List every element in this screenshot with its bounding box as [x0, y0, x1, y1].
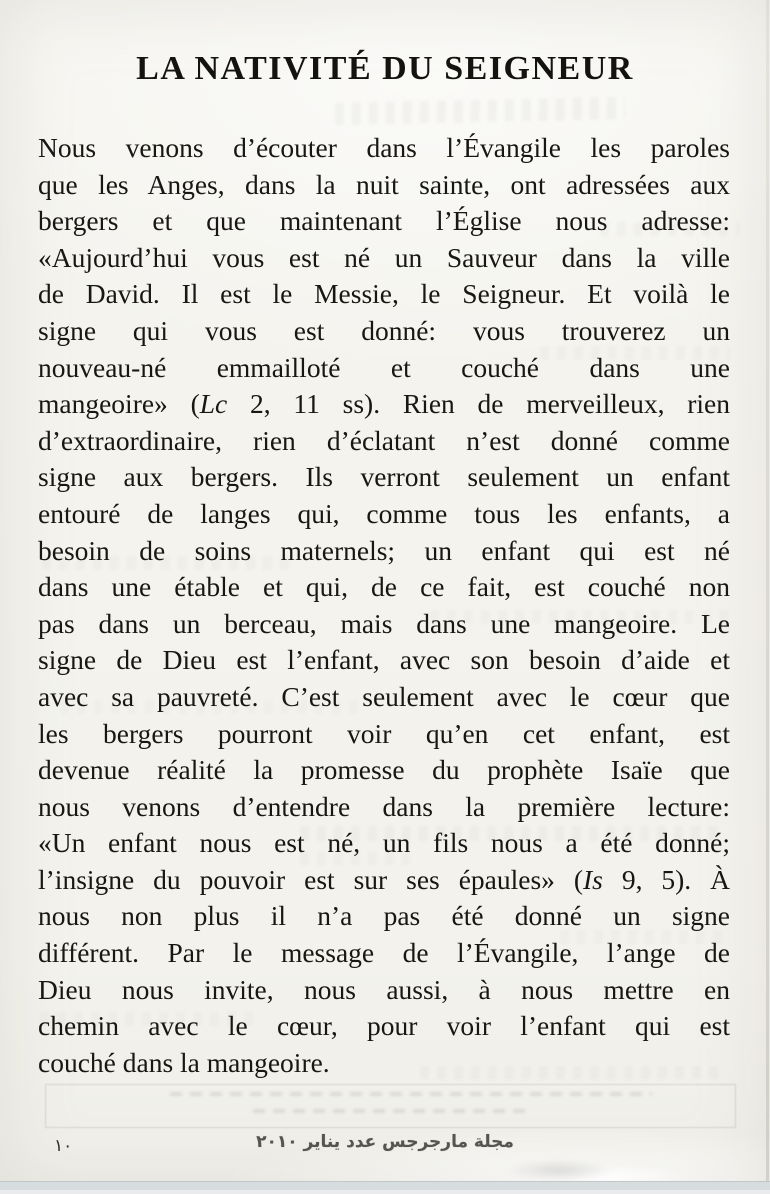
article-body — [38, 130, 730, 1081]
text-line: pas dans un berceau, mais dans une mangeoire. Le — [38, 607, 730, 639]
text-line: devenue réalité la promesse du prophète Isaïe que — [38, 754, 730, 786]
journal-imprint: مجلة مارجرجس عدد يناير ٢٠١٠ — [256, 1132, 514, 1152]
text-line: les bergers pourront voir qu’en cet enfant, est — [38, 717, 730, 749]
text-line: entouré de langes qui, comme tous les enfants, a — [38, 497, 730, 529]
text-line: de David. Il est le Messie, le Seigneur. Et voilà le — [38, 278, 730, 310]
text-line: différent. Par le message de l’Évangile, l’ange de — [38, 937, 730, 969]
text-line: nous venons d’entendre dans la première lecture: — [38, 790, 730, 822]
text-line: signe qui vous est donné: vous trouverez un — [38, 314, 730, 346]
scanner-background-strip — [0, 1181, 770, 1190]
scan-edge — [766, 0, 769, 1182]
text-line: nous non plus il n’a pas été donné un signe — [38, 900, 730, 932]
text-line: couché dans la mangeoire. — [38, 1046, 330, 1078]
text-line: nouveau-né emmailloté et couché dans une — [38, 351, 730, 383]
text-line: signe de Dieu est l’enfant, avec son besoin d’aide et — [38, 644, 730, 676]
text-line: Nous venons d’écouter dans l’Évangile les paroles — [38, 132, 730, 163]
bleedthrough-box — [45, 1084, 736, 1128]
text-line: mangeoire» (Lc 2, 11 ss). Rien de merveilleux, rien — [38, 388, 730, 420]
text-line: «Un enfant nous est né, un fils nous a été donné; — [38, 827, 730, 859]
text-line: Dieu nous invite, nous aussi, à nous mettre en — [38, 973, 730, 1005]
text-line: dans une étable et qui, de ce fait, est couché non — [38, 571, 730, 603]
page-number: ١٠ — [54, 1136, 73, 1156]
text-line: chemin avec le cœur, pour voir l’enfant qui est — [38, 1010, 730, 1042]
page-title: LA NATIVITÉ DU SEIGNEUR — [136, 50, 634, 87]
bleedthrough-handwriting — [335, 97, 625, 125]
text-line: «Aujourd’hui vous est né un Sauveur dans la ville — [38, 241, 730, 273]
text-line: besoin de soins maternels; un enfant qui est né — [38, 534, 730, 566]
text-line: d’extraordinaire, rien d’éclatant n’est donné comme — [38, 424, 730, 456]
text-line: avec sa pauvreté. C’est seulement avec le cœur que — [38, 680, 730, 712]
text-line: que les Anges, dans la nuit sainte, ont adressées aux — [38, 168, 730, 200]
text-line: l’insigne du pouvoir est sur ses épaules» (Is 9, 5). À — [38, 863, 730, 895]
text-line: bergers et que maintenant l’Église nous adresse: — [38, 205, 730, 237]
text-line: signe aux bergers. Ils verront seulement un enfant — [38, 461, 730, 493]
